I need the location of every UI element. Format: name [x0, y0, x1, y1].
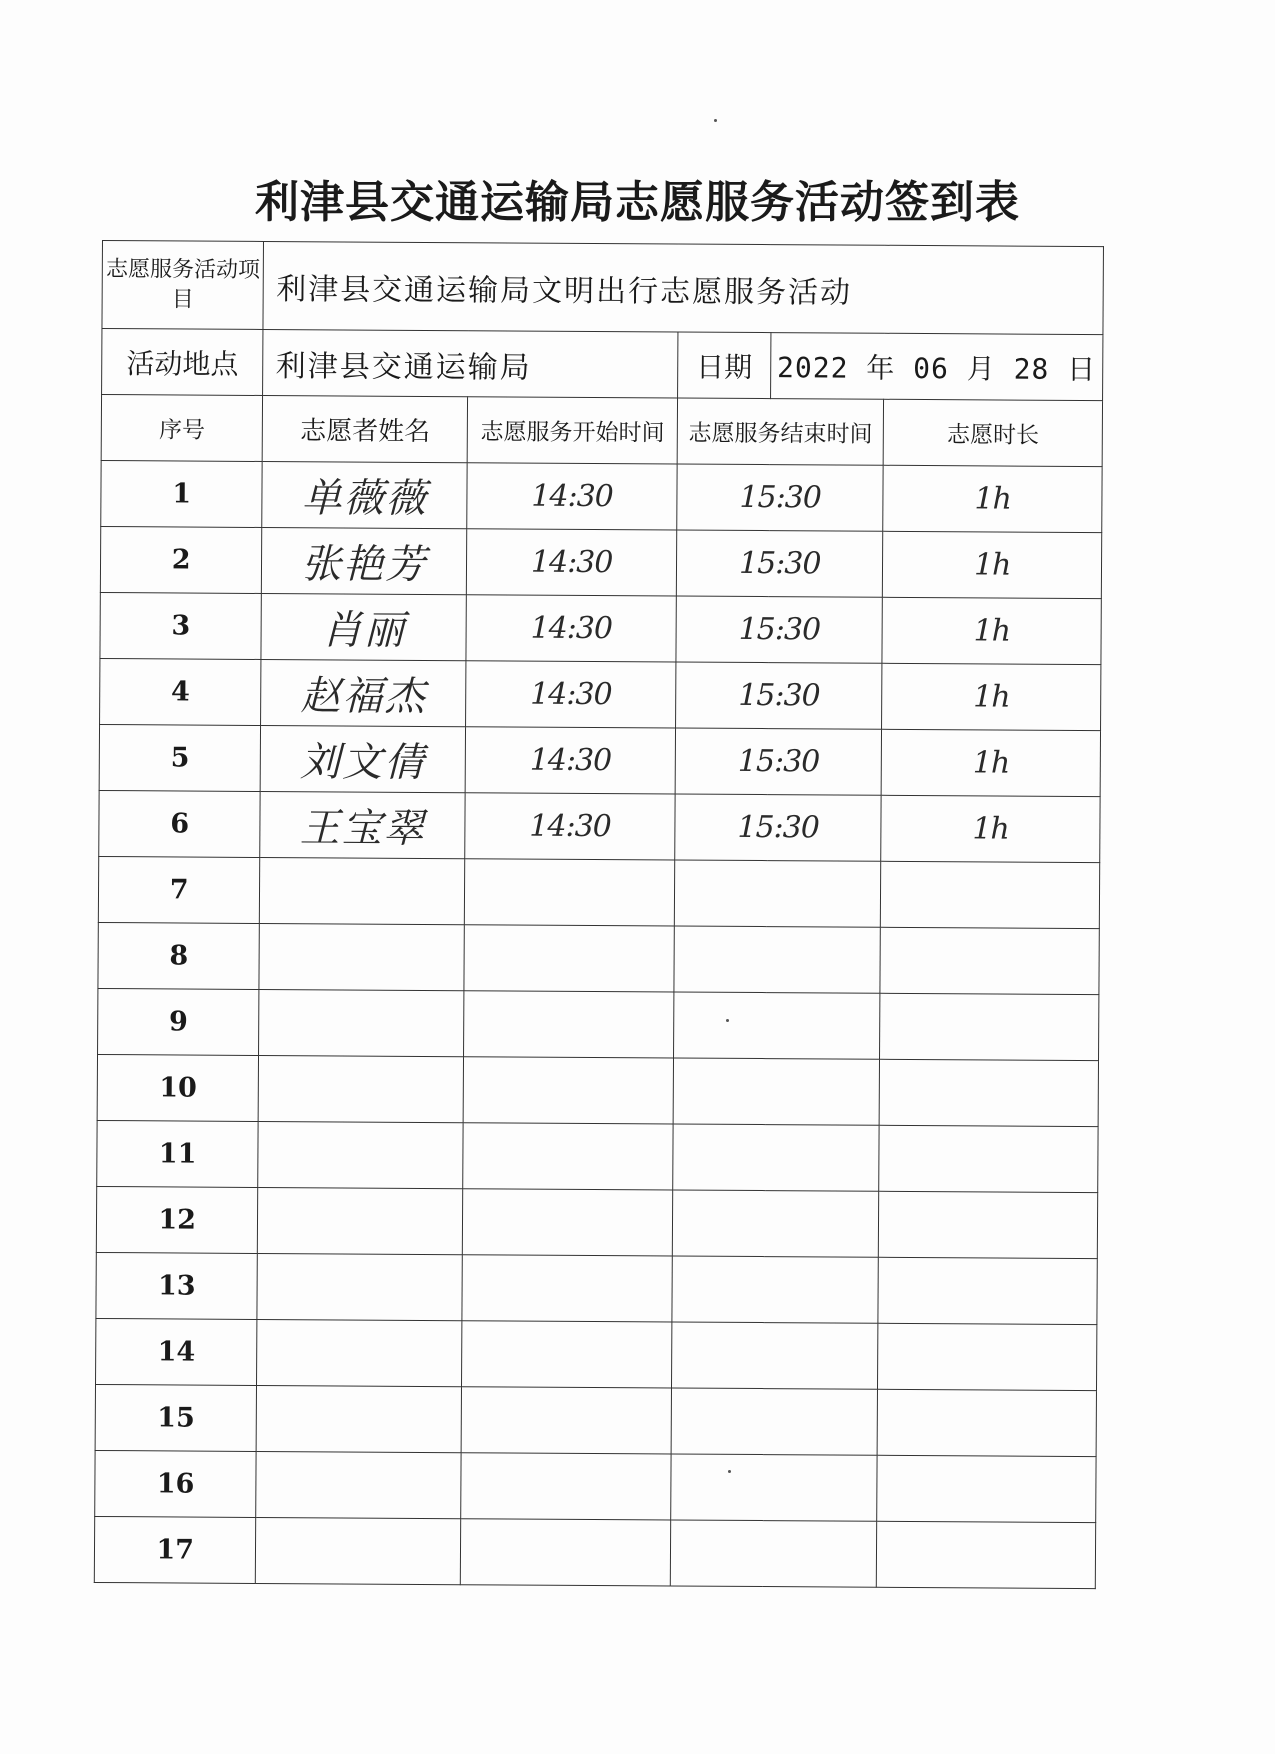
table-row: [98, 988, 1099, 1060]
row-number: 11: [97, 1120, 259, 1187]
duration: [878, 1257, 1097, 1324]
start-time: [462, 1321, 672, 1388]
date-label-cell: [678, 332, 771, 399]
end-time: 15:30: [675, 794, 882, 861]
volunteer-name: [258, 1121, 463, 1188]
start-time: [461, 1453, 671, 1520]
table-row: [95, 1384, 1096, 1456]
duration: [879, 1125, 1098, 1192]
volunteer-name: [260, 857, 465, 924]
end-time: [671, 1454, 878, 1521]
duration: [881, 861, 1100, 928]
volunteer-name: [259, 923, 464, 990]
duration: [877, 1521, 1096, 1588]
end-time: [673, 1124, 880, 1191]
start-time: [463, 1189, 673, 1256]
volunteer-name: [258, 1187, 463, 1254]
end-time: 15:30: [675, 728, 882, 795]
table-row: [95, 1450, 1096, 1522]
location-value-cell: [263, 329, 678, 398]
table-row: [100, 658, 1101, 730]
duration: [880, 993, 1099, 1060]
project-label: 志愿服务活动项目: [105, 256, 261, 313]
end-time: [674, 926, 881, 993]
start-time: 14:30: [465, 793, 675, 860]
volunteer-name: [257, 1319, 462, 1386]
table-row: [97, 1120, 1098, 1192]
start-time: 14:30: [467, 529, 677, 596]
row-number: 4: [100, 658, 262, 725]
row-number: 9: [98, 988, 260, 1055]
end-time: [674, 860, 881, 927]
page-title: 利津县交通运输局志愿服务活动签到表: [255, 177, 1020, 228]
table-row: [96, 1186, 1097, 1258]
col-header-end: 志愿服务结束时间: [677, 398, 884, 465]
start-time: [464, 925, 674, 992]
volunteer-name: 刘文倩: [261, 725, 466, 792]
date-label: 日期: [696, 350, 753, 384]
start-time: 14:30: [467, 463, 677, 530]
end-time: 15:30: [677, 464, 884, 531]
volunteer-name: 单薇薇: [262, 461, 467, 528]
end-time: [673, 1058, 880, 1125]
row-number: 7: [98, 856, 260, 923]
end-time: [670, 1520, 877, 1587]
table-row: [98, 856, 1099, 928]
project-label-cell: [102, 241, 264, 330]
location-date-row: [102, 329, 1103, 401]
volunteer-name: [259, 1055, 464, 1122]
duration: [877, 1455, 1096, 1522]
row-number: 3: [100, 592, 262, 659]
date-value: 2022 年 06 月 28 日: [776, 350, 1097, 386]
end-time: 15:30: [676, 596, 883, 663]
start-time: [465, 859, 675, 926]
end-time: 15:30: [676, 530, 883, 597]
end-time: [672, 1322, 879, 1389]
table-row: [101, 460, 1102, 532]
row-number: 2: [100, 526, 262, 593]
location-label-cell: [102, 329, 264, 396]
volunteer-name: [257, 1385, 462, 1452]
project-row: [102, 241, 1104, 335]
duration: [880, 927, 1099, 994]
row-number: 12: [96, 1186, 258, 1253]
end-time: 15:30: [676, 662, 883, 729]
table-row: [99, 790, 1100, 862]
volunteer-name: 张艳芳: [262, 527, 467, 594]
volunteer-name: [257, 1253, 462, 1320]
end-time: [672, 1190, 879, 1257]
row-number: 10: [97, 1054, 259, 1121]
table-row: [100, 526, 1101, 598]
duration: [879, 1191, 1098, 1258]
sign-in-table: [94, 240, 1104, 1589]
col-header-name: 志愿者姓名: [263, 395, 468, 462]
volunteer-name: [256, 1451, 461, 1518]
table-row: [94, 1516, 1095, 1588]
table-row: [99, 724, 1100, 796]
scan-speck: [714, 119, 717, 122]
col-header-no: 序号: [101, 395, 263, 462]
table-row: [98, 922, 1099, 994]
duration: 1h: [882, 729, 1101, 796]
scan-speck: [726, 1019, 729, 1022]
table-row: [100, 592, 1101, 664]
table-row: [97, 1054, 1098, 1126]
end-time: [674, 992, 881, 1059]
row-number: 13: [96, 1252, 258, 1319]
volunteer-name: 赵福杰: [261, 659, 466, 726]
row-number: 5: [99, 724, 261, 791]
volunteer-name: [256, 1517, 461, 1584]
table-row: [96, 1318, 1097, 1390]
start-time: [463, 1123, 673, 1190]
date-value-cell: [770, 333, 1103, 401]
start-time: [461, 1519, 671, 1586]
table-row: [96, 1252, 1097, 1324]
duration: [877, 1389, 1096, 1456]
row-number: 6: [99, 790, 261, 857]
table-body: [94, 460, 1102, 1588]
end-time: [672, 1256, 879, 1323]
duration: [880, 1059, 1099, 1126]
duration: 1h: [883, 465, 1102, 532]
duration: 1h: [883, 531, 1102, 598]
column-header-row: [101, 395, 1102, 467]
duration: 1h: [882, 597, 1101, 664]
start-time: [464, 991, 674, 1058]
row-number: 14: [96, 1318, 258, 1385]
duration: 1h: [882, 663, 1101, 730]
scan-speck: [728, 1470, 731, 1473]
row-number: 17: [94, 1516, 256, 1583]
col-header-start: 志愿服务开始时间: [467, 397, 677, 464]
start-time: 14:30: [466, 595, 676, 662]
row-number: 16: [95, 1450, 257, 1517]
location-value: 利津县交通运输局: [275, 348, 532, 386]
duration: 1h: [881, 795, 1100, 862]
start-time: [463, 1057, 673, 1124]
row-number: 8: [98, 922, 260, 989]
col-header-duration: 志愿时长: [884, 399, 1103, 466]
volunteer-name: 王宝翠: [260, 791, 465, 858]
project-value: 利津县交通运输局文明出行志愿服务活动: [276, 271, 853, 311]
start-time: [461, 1387, 671, 1454]
volunteer-name: [259, 989, 464, 1056]
end-time: [671, 1388, 878, 1455]
duration: [878, 1323, 1097, 1390]
row-number: 1: [101, 460, 263, 527]
start-time: [462, 1255, 672, 1322]
location-label: 活动地点: [126, 346, 239, 381]
row-number: 15: [95, 1384, 257, 1451]
volunteer-name: 肖丽: [261, 593, 466, 660]
start-time: 14:30: [466, 661, 676, 728]
start-time: 14:30: [465, 727, 675, 794]
project-value-cell: [263, 241, 1103, 334]
